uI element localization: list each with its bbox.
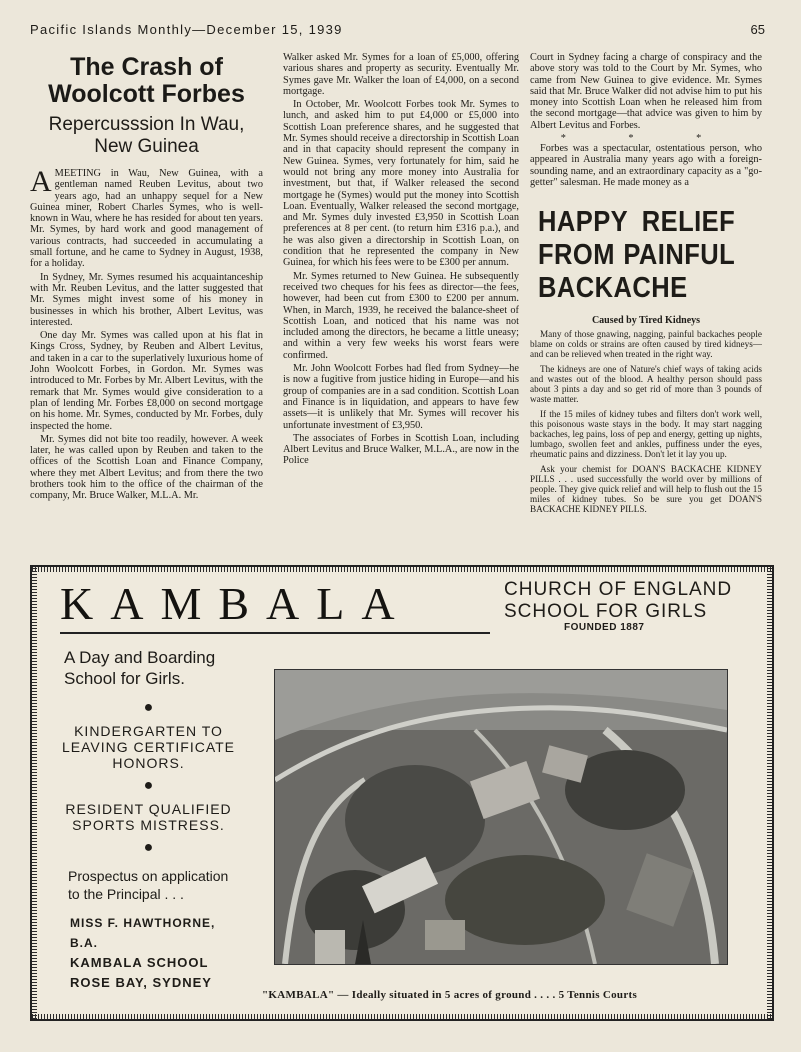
doans-paragraph: If the 15 miles of kidney tubes and filters don't work well, this poisonous waste stays in the body. It may start nagging backaches, leg pains, loss of pep and energy, getting up nights, lumbago, swollen feet and ankles, puffiness under the eyes, rheumatic pains and dizziness. Don't let it lay you up. xyxy=(530,408,762,459)
doans-subhead: Caused by Tired Kidneys xyxy=(591,315,701,327)
aerial-photo xyxy=(274,669,728,965)
column-3 xyxy=(530,52,762,519)
kambala-tagline: A Day and Boarding School for Girls. xyxy=(64,648,216,688)
doans-paragraph: The kidneys are one of Nature's chief ways of taking acids and wastes out of the blood. A healthy person should pass about 3 pints a day and so get rid of more than 3 pounds of waste matter. xyxy=(530,363,762,404)
bullet-icon: ● xyxy=(143,777,154,794)
border-hatch xyxy=(32,567,772,572)
kambala-address: ROSE BAY, SYDNEY xyxy=(70,975,212,990)
kambala-founded: FOUNDED 1887 xyxy=(564,622,645,633)
paragraph: Forbes was a spectacular, ostentatious person, who appeared in Australia many years ago with a foreign-sounding name, and an extraordinary capacity as a "go-getter" salesman. He made money as a xyxy=(530,143,762,188)
kambala-advert xyxy=(30,565,774,1021)
kambala-details xyxy=(56,647,241,993)
paragraph: In Sydney, Mr. Symes resumed his acquaintanceship with Mr. Reuben Levitus, and the latter suggested that Mr. Symes might invest some of his money in businesses in which his brother, Albert Levitus, was interested. xyxy=(30,271,263,328)
kambala-principal: MISS F. HAWTHORNE, B.A. xyxy=(70,916,216,950)
kambala-point: KINDERGARTEN TO LEAVING CERTIFICATE HONORS. xyxy=(61,723,236,771)
article-subtitle: Repercusssion In Wau, New Guinea xyxy=(48,114,245,157)
column-1 xyxy=(30,52,263,504)
paragraph: Mr. Symes returned to New Guinea. He subsequently received two cheques for his fees as director—the fees, however, had been cut from £300 to £200 per annum. When, in March, 1939, he received the balance-sheet of Scottish Loan, and noticed that his name was not included among the directors, he became a little uneasy; and within a very few weeks his worst fears were confirmed. xyxy=(283,270,519,361)
drop-cap: A xyxy=(30,165,52,198)
photo-caption: "KAMBALA" — Ideally situated in 5 acres of ground . . . . 5 Tennis Courts xyxy=(262,989,638,1001)
doans-headline: HAPPY RELIEF FROM PAINFUL BACKACHE xyxy=(538,206,736,305)
kambala-school: KAMBALA SCHOOL xyxy=(70,955,209,970)
running-header xyxy=(30,22,765,42)
bullet-icon: ● xyxy=(143,699,154,716)
paragraph: Walker asked Mr. Symes for a loan of £5,000, offering various shares and property as security. Eventually Mr. Symes gave Mr. Walker the loan of £4,000, on a second mortgage. xyxy=(283,52,519,97)
paragraph: Mr. John Woolcott Forbes had fled from Sydney—he is now a fugitive from justice hiding in Europe—and his group of companies are in a sad condition. Scottish Loan and Finance is in liquidation, and appears to have few assets—it is unlikely that Mr. Symes will recover his unfortunate investment of £3,950. xyxy=(283,363,519,431)
border-hatch xyxy=(32,567,37,1019)
divider xyxy=(60,632,490,634)
kambala-name: KAMBALA xyxy=(60,578,412,629)
kambala-point: RESIDENT QUALIFIED SPORTS MISTRESS. xyxy=(65,801,232,833)
kambala-church-line: CHURCH OF ENGLAND SCHOOL FOR GIRLS xyxy=(504,579,733,622)
border-hatch xyxy=(32,1014,772,1019)
paragraph: AMEETING in Wau, New Guinea, with a gentleman named Reuben Levitus, about two years ago, had an unhappy sequel for a New Guinea miner, Robert Charles Symes, who is well-known in Wau, where he has resided for about ten years. Mr. Symes, by hard work and good management of various contracts, had succeeded in accumulating a small fortune, and he came to Sydney in August, 1938, for a holiday. xyxy=(30,165,263,270)
border-hatch xyxy=(767,567,772,1019)
bullet-icon: ● xyxy=(143,839,154,856)
kambala-prospectus: Prospectus on application to the Principal . . . xyxy=(68,868,229,902)
paragraph: One day Mr. Symes was called upon at his flat in Kings Cross, Sydney, by Reuben and Albert Levitus, and taken in a car to the superlatively luxurious home of John Woolcott Forbes, in Gordon. Mr. Symes was introduced to Mr. Forbes by Mr. Albert Levitus, with the remark that Mr. Symes would give consideration to a plan of lending Mr. Forbes £8,000 on second mortgage on his home. Mr. Symes, conducted by Mr. Forbes, duly inspected the home. xyxy=(30,330,263,432)
doans-paragraph: Many of those gnawing, nagging, painful backaches people blame on colds or strains are often caused by tired kidneys—and can be relieved when treated in the right way. xyxy=(530,328,762,359)
paragraph: Court in Sydney facing a charge of conspiracy and the above story was told to the Court by Mr. Symes, who came from New Guinea to give evidence. Mr. Symes said that Mr. Bruce Walker did not advise him to put his money into Scottish Loan when he released him from the second mortgage—that advice was given to him by Albert Levitus and Forbes. xyxy=(530,52,762,131)
page-number: 65 xyxy=(750,22,765,37)
column-2 xyxy=(283,52,519,469)
section-separator: * * * xyxy=(560,133,732,145)
paragraph: Mr. Symes did not bite too readily, however. A week later, he was called upon by Reuben and taken to the offices of the Scottish Loan and Finance Company, where they met Albert Levitus; and from there the two brothers took him to the office of the chairman of the company, Mr. Bruce Walker, M.L.A. Mr. xyxy=(30,433,263,502)
doans-paragraph: Ask your chemist for DOAN'S BACKACHE KIDNEY PILLS . . . used successfully the world over by millions of people. They give quick relief and will help to flush out the 15 miles of kidney tubes. So be sure you get DOAN'S BACKACHE KIDNEY PILLS. xyxy=(530,463,762,514)
doans-advert xyxy=(530,206,762,513)
paragraph: In October, Mr. Woolcott Forbes took Mr. Symes to lunch, and asked him to put £4,000 or £5,000 into Scottish Loan preference shares, and he suggested that Mr. Symes should receive a directorship in Scottish Loan and in that capacity should represent the company in New Guinea. Symes, very fortunately for him, said he would not bring any more money into Australia for investment, but that, if Walker released the second mortgage he (Symes) would put the money into Scottish Loan. Eventually, Walker released the second mortgage, and Mr. Symes duly invested £3,950 in Scottish Loan preferences at 8 per cent. (to return him £316 p.a.), and he was also given a directorship in Scottish Loan, on condition that he represented the company in New Guinea, for which his fees were to be £300 per annum. xyxy=(283,99,519,269)
paragraph: The associates of Forbes in Scottish Loan, including Albert Levitus and Bruce Walker, M.L.A., are now in the Police xyxy=(283,432,519,467)
article-title: The Crash of Woolcott Forbes xyxy=(48,53,245,108)
running-title: Pacific Islands Monthly—December 15, 1939 xyxy=(30,22,343,37)
